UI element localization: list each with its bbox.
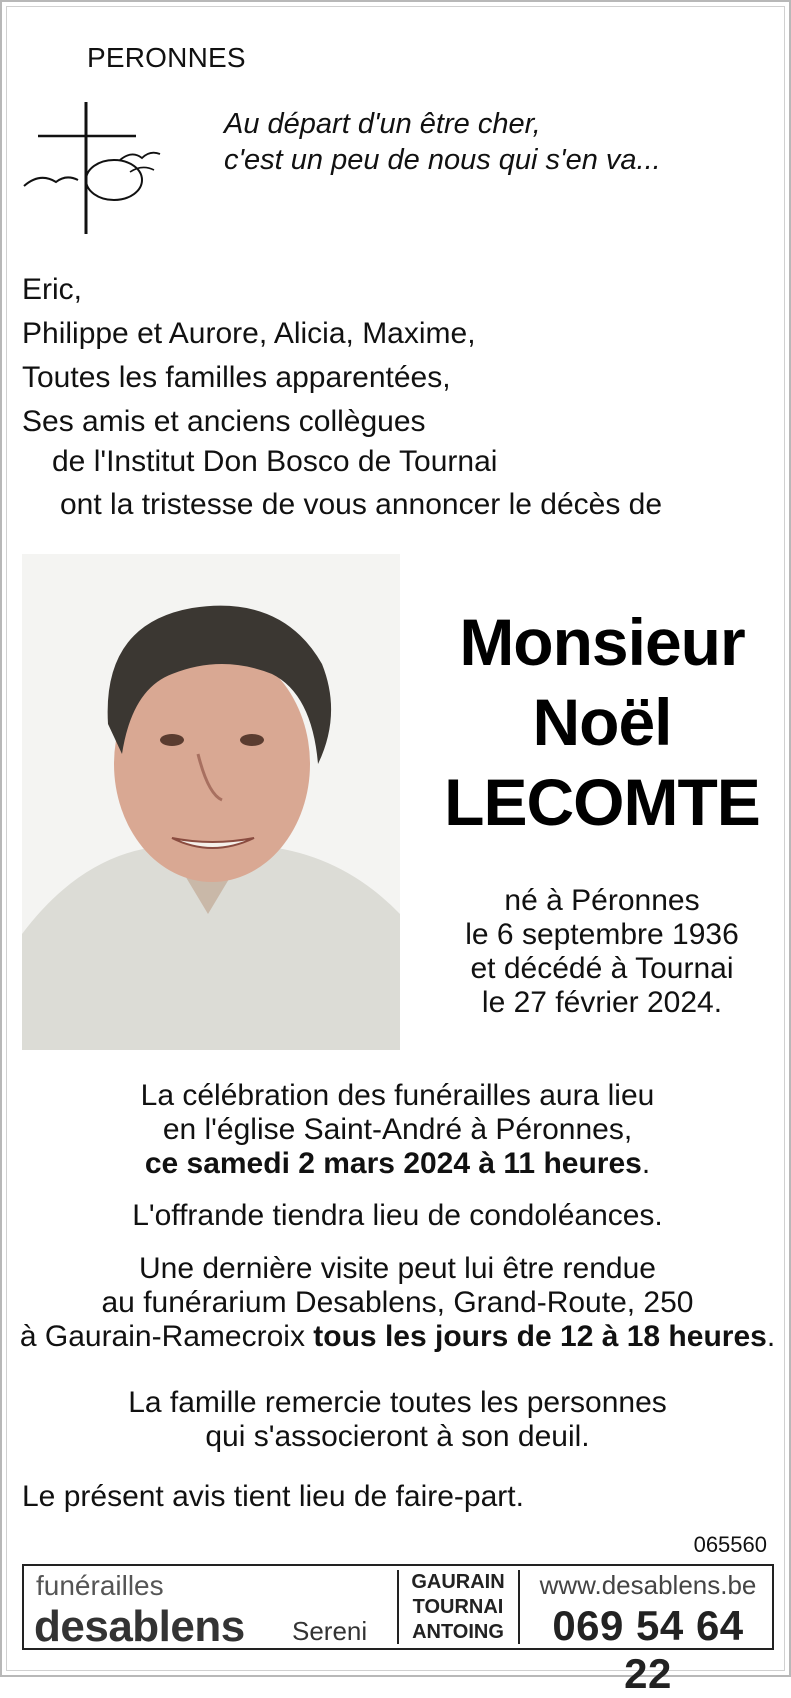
quote	[224, 106, 661, 178]
funeral-datetime: ce samedi 2 mars 2024 à 11 heures	[144, 1147, 642, 1180]
deceased-first-name: Noël	[532, 685, 672, 759]
death-place: et décédé à Tournai	[470, 952, 734, 985]
thanks-line: La famille remercie toutes les personnes	[128, 1386, 667, 1419]
birth-date: le 6 septembre 1936	[465, 918, 739, 951]
visit-details	[12, 1252, 783, 1354]
website-link[interactable]: www.desablens.be	[539, 1570, 757, 1600]
locations-list	[404, 1570, 512, 1645]
funeral-line: ce samedi 2 mars 2024 à 11 heures.	[144, 1147, 651, 1180]
sereni-label: Sereni	[292, 1616, 368, 1646]
quote-line: Au départ d'un être cher,	[224, 108, 541, 140]
thanks-note	[12, 1386, 783, 1454]
deceased-title: Monsieur	[459, 605, 745, 679]
family-line: Eric,	[22, 273, 82, 306]
quote-line: c'est un peu de nous qui s'en va...	[224, 144, 661, 176]
family-line: Ses amis et anciens collègues	[22, 405, 426, 438]
funeral-line: La célébration des funérailles aura lieu	[140, 1079, 655, 1112]
family-list	[22, 268, 497, 480]
closing-note: Le présent avis tient lieu de faire-part.	[22, 1480, 524, 1513]
visit-line: au funérarium Desablens, Grand-Route, 250	[101, 1286, 694, 1319]
location-item: GAURAIN	[411, 1571, 505, 1593]
announcement: ont la tristesse de vous annoncer le décès de	[60, 488, 663, 521]
divider	[518, 1570, 520, 1644]
brand-logo: desablens	[34, 1602, 245, 1651]
funerailles-label: funérailles	[36, 1570, 164, 1601]
funeral-details	[12, 1079, 783, 1181]
visit-hours: tous les jours de 12 à 18 heures	[313, 1320, 767, 1353]
portrait-photo	[22, 554, 400, 1050]
visit-line: Une dernière visite peut lui être rendue	[139, 1252, 656, 1285]
divider	[397, 1570, 399, 1644]
deceased-last-name: LECOMTE	[444, 765, 760, 839]
offering-note: L'offrande tiendra lieu de condoléances.	[132, 1199, 663, 1232]
thanks-line: qui s'associeront à son deuil.	[205, 1420, 590, 1453]
location-item: TOURNAI	[412, 1596, 504, 1618]
visit-line: à Gaurain-Ramecroix tous les jours de 12 à 18 heures.	[19, 1320, 776, 1353]
birth-place: né à Péronnes	[504, 884, 700, 917]
family-line: de l'Institut Don Bosco de Tournai	[52, 445, 498, 478]
reference-number: 065560	[693, 1532, 767, 1557]
location-item: ANTOING	[412, 1621, 504, 1643]
phone-number: 069 54 64 22	[552, 1602, 744, 1697]
funeral-home-banner	[22, 1564, 774, 1697]
family-line: Philippe et Aurore, Alicia, Maxime,	[22, 317, 476, 350]
deceased-name	[422, 602, 782, 842]
family-line: Toutes les familles apparentées,	[22, 361, 451, 394]
locality-heading: PERONNES	[87, 42, 246, 73]
cross-and-sun-icon	[20, 102, 170, 247]
death-date: le 27 février 2024.	[481, 986, 723, 1019]
birth-death-info	[422, 884, 782, 1020]
funeral-line: en l'église Saint-André à Péronnes,	[162, 1113, 633, 1146]
